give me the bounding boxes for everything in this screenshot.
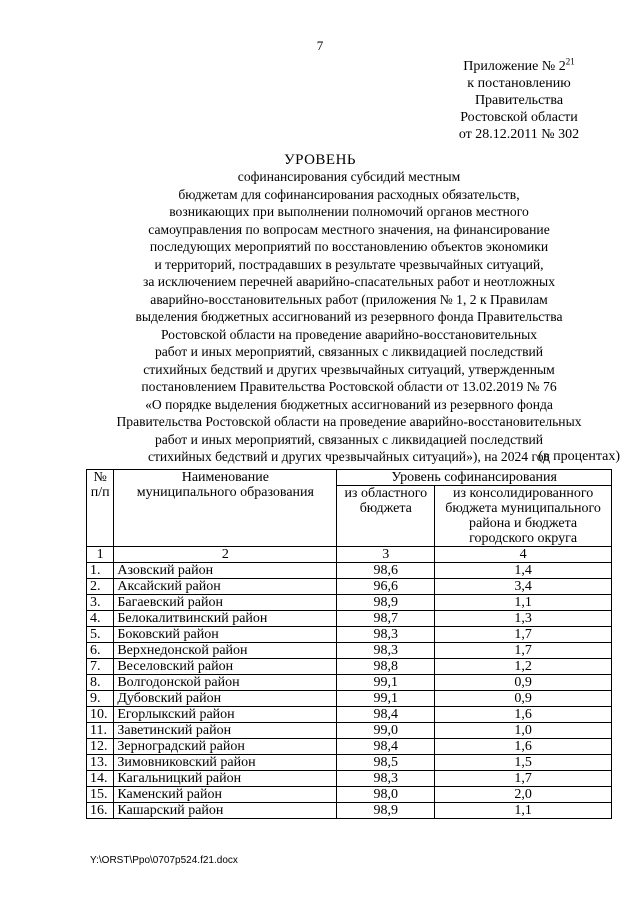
header-municipality: Наименование муниципального образования [114, 470, 337, 547]
subtitle-line: стихийных бедствий и других чрезвычайных ситуаций, утвержденным [143, 361, 555, 377]
regional-share: 99,0 [337, 723, 435, 739]
regional-share: 98,3 [337, 771, 435, 787]
appendix-line-4: Ростовской области [460, 110, 578, 125]
table-row [87, 691, 612, 707]
regional-share: 98,9 [337, 595, 435, 611]
subtitle-line: за исключением перечней аварийно-спасательных работ и неотложных [143, 274, 555, 289]
subtitle-line: и территорий, пострадавших в результате чрезвычайных ситуаций, [154, 256, 544, 272]
row-number: 16. [87, 803, 114, 819]
table-body [87, 563, 612, 819]
row-number: 11. [87, 723, 114, 739]
consolidated-share: 1,1 [435, 595, 612, 611]
municipality-name: Заветинский район [114, 723, 337, 739]
column-number: 2 [114, 547, 337, 563]
table-row [87, 579, 612, 595]
appendix-line-3: Правительства [474, 93, 564, 108]
subtitle-line: возникающих при выполнении полномочий органов местного [169, 204, 529, 219]
header-regional-budget: из областного бюджета [337, 486, 435, 547]
row-number: 14. [87, 771, 114, 787]
row-number: 5. [87, 627, 114, 643]
appendix-line-2: к постановлению [467, 76, 571, 91]
cofinancing-table [86, 469, 612, 819]
municipality-name: Дубовский район [114, 691, 337, 707]
subtitle-line: самоуправления по вопросам местного значения, на финансирование [148, 221, 550, 237]
table-row [87, 787, 612, 803]
appendix-header [440, 58, 598, 143]
municipality-name: Азовский район [114, 563, 337, 579]
municipality-name: Кагальницкий район [114, 771, 337, 787]
subtitle-line: бюджетам для софинансирования расходных обязательств, [178, 186, 520, 202]
subtitle-line: Правительства Ростовской области на проведение аварийно-восстановительных [116, 414, 582, 429]
consolidated-share: 2,0 [435, 787, 612, 803]
appendix-superscript: 21 [565, 56, 575, 67]
table-row [87, 643, 612, 659]
document-title: УРОВЕНЬ [283, 152, 357, 168]
appendix-line-1: Приложение № $2^{21}$ [463, 56, 575, 74]
subtitle-line: постановлением Правительства Ростовской области от 13.02.2019 № 76 [141, 379, 557, 394]
subtitle-line: работ и иных мероприятий, связанных с ликвидацией последствий [154, 431, 544, 447]
subtitle-line: «О порядке выделения бюджетных ассигнований из резервного фонда [145, 396, 553, 412]
regional-share: 98,4 [337, 707, 435, 723]
regional-share: 98,3 [337, 627, 435, 643]
table-row [87, 675, 612, 691]
municipality-name: Багаевский район [114, 595, 337, 611]
subtitle-line: работ и иных мероприятий, связанных с ликвидацией последствий [154, 344, 544, 359]
column-number: 3 [337, 547, 435, 563]
regional-share: 98,6 [337, 563, 435, 579]
consolidated-share: 1,7 [435, 627, 612, 643]
column-number-row [87, 547, 612, 563]
document-subtitle [78, 168, 620, 466]
consolidated-share: 1,1 [435, 803, 612, 819]
header-number: № п/п [87, 470, 114, 547]
subtitle-line: софинансирования субсидий местным [237, 169, 461, 184]
consolidated-share: 1,2 [435, 659, 612, 675]
regional-share: 99,1 [337, 691, 435, 707]
row-number: 6. [87, 643, 114, 659]
table-row [87, 723, 612, 739]
consolidated-share: 1,3 [435, 611, 612, 627]
subtitle-line: последующих мероприятий по восстановлению объектов экономики [149, 239, 549, 254]
table-row [87, 803, 612, 819]
regional-share: 98,7 [337, 611, 435, 627]
regional-share: 98,8 [337, 659, 435, 675]
row-number: 7. [87, 659, 114, 675]
table-row [87, 755, 612, 771]
column-number: 1 [87, 547, 114, 563]
consolidated-share: 0,9 [435, 675, 612, 691]
consolidated-share: 1,7 [435, 771, 612, 787]
subtitle-line: стихийных бедствий и других чрезвычайных ситуаций»), на 2024 год [147, 449, 551, 464]
subtitle-line: выделения бюджетных ассигнований из резервного фонда Правительства [135, 309, 563, 324]
municipality-name: Веселовский район [114, 659, 337, 675]
table-row [87, 563, 612, 579]
regional-share: 98,4 [337, 739, 435, 755]
consolidated-share: 1,4 [435, 563, 612, 579]
row-number: 13. [87, 755, 114, 771]
row-number: 10. [87, 707, 114, 723]
consolidated-share: 3,4 [435, 579, 612, 595]
consolidated-share: 1,7 [435, 643, 612, 659]
subtitle-line: Ростовской области на проведение аварийно-восстановительных [160, 326, 538, 342]
table-row [87, 739, 612, 755]
municipality-name: Кашарский район [114, 803, 337, 819]
municipality-name: Зимовниковский район [114, 755, 337, 771]
row-number: 2. [87, 579, 114, 595]
subtitle-line: аварийно-восстановительных работ (приложения № 1, 2 к Правилам [150, 291, 548, 307]
regional-share: 98,5 [337, 755, 435, 771]
row-number: 12. [87, 739, 114, 755]
consolidated-share: 1,5 [435, 755, 612, 771]
table-row [87, 659, 612, 675]
table-row [87, 627, 612, 643]
consolidated-share: 0,9 [435, 691, 612, 707]
municipality-name: Аксайский район [114, 579, 337, 595]
table-row [87, 611, 612, 627]
table-row [87, 595, 612, 611]
row-number: 4. [87, 611, 114, 627]
municipality-name: Егорлыкский район [114, 707, 337, 723]
consolidated-share: 1,6 [435, 707, 612, 723]
row-number: 1. [87, 563, 114, 579]
file-path-footer: Y:\ORST\Ppo\0707p524.f21.docx [90, 855, 238, 866]
header-cofinancing-level: Уровень софинансирования [337, 470, 612, 486]
regional-share: 99,1 [337, 675, 435, 691]
row-number: 9. [87, 691, 114, 707]
municipality-name: Верхнедонской район [114, 643, 337, 659]
consolidated-share: 1,6 [435, 739, 612, 755]
appendix-line-5: от 28.12.2011 № 302 [458, 127, 580, 142]
municipality-name: Белокалитвинский район [114, 611, 337, 627]
municipality-name: Волгодонской район [114, 675, 337, 691]
column-number: 4 [435, 547, 612, 563]
municipality-name: Зерноградский район [114, 739, 337, 755]
regional-share: 98,3 [337, 643, 435, 659]
municipality-name: Боковский район [114, 627, 337, 643]
units-label: (в процентах) [538, 449, 620, 464]
row-number: 8. [87, 675, 114, 691]
regional-share: 98,9 [337, 803, 435, 819]
table-row [87, 771, 612, 787]
regional-share: 98,0 [337, 787, 435, 803]
header-consolidated-budget: из консолидированного бюджета муниципального района и бюджета городского округа [435, 486, 612, 547]
regional-share: 96,6 [337, 579, 435, 595]
table-row [87, 707, 612, 723]
row-number: 3. [87, 595, 114, 611]
municipality-name: Каменский район [114, 787, 337, 803]
row-number: 15. [87, 787, 114, 803]
page-number: 7 [316, 38, 324, 53]
consolidated-share: 1,0 [435, 723, 612, 739]
